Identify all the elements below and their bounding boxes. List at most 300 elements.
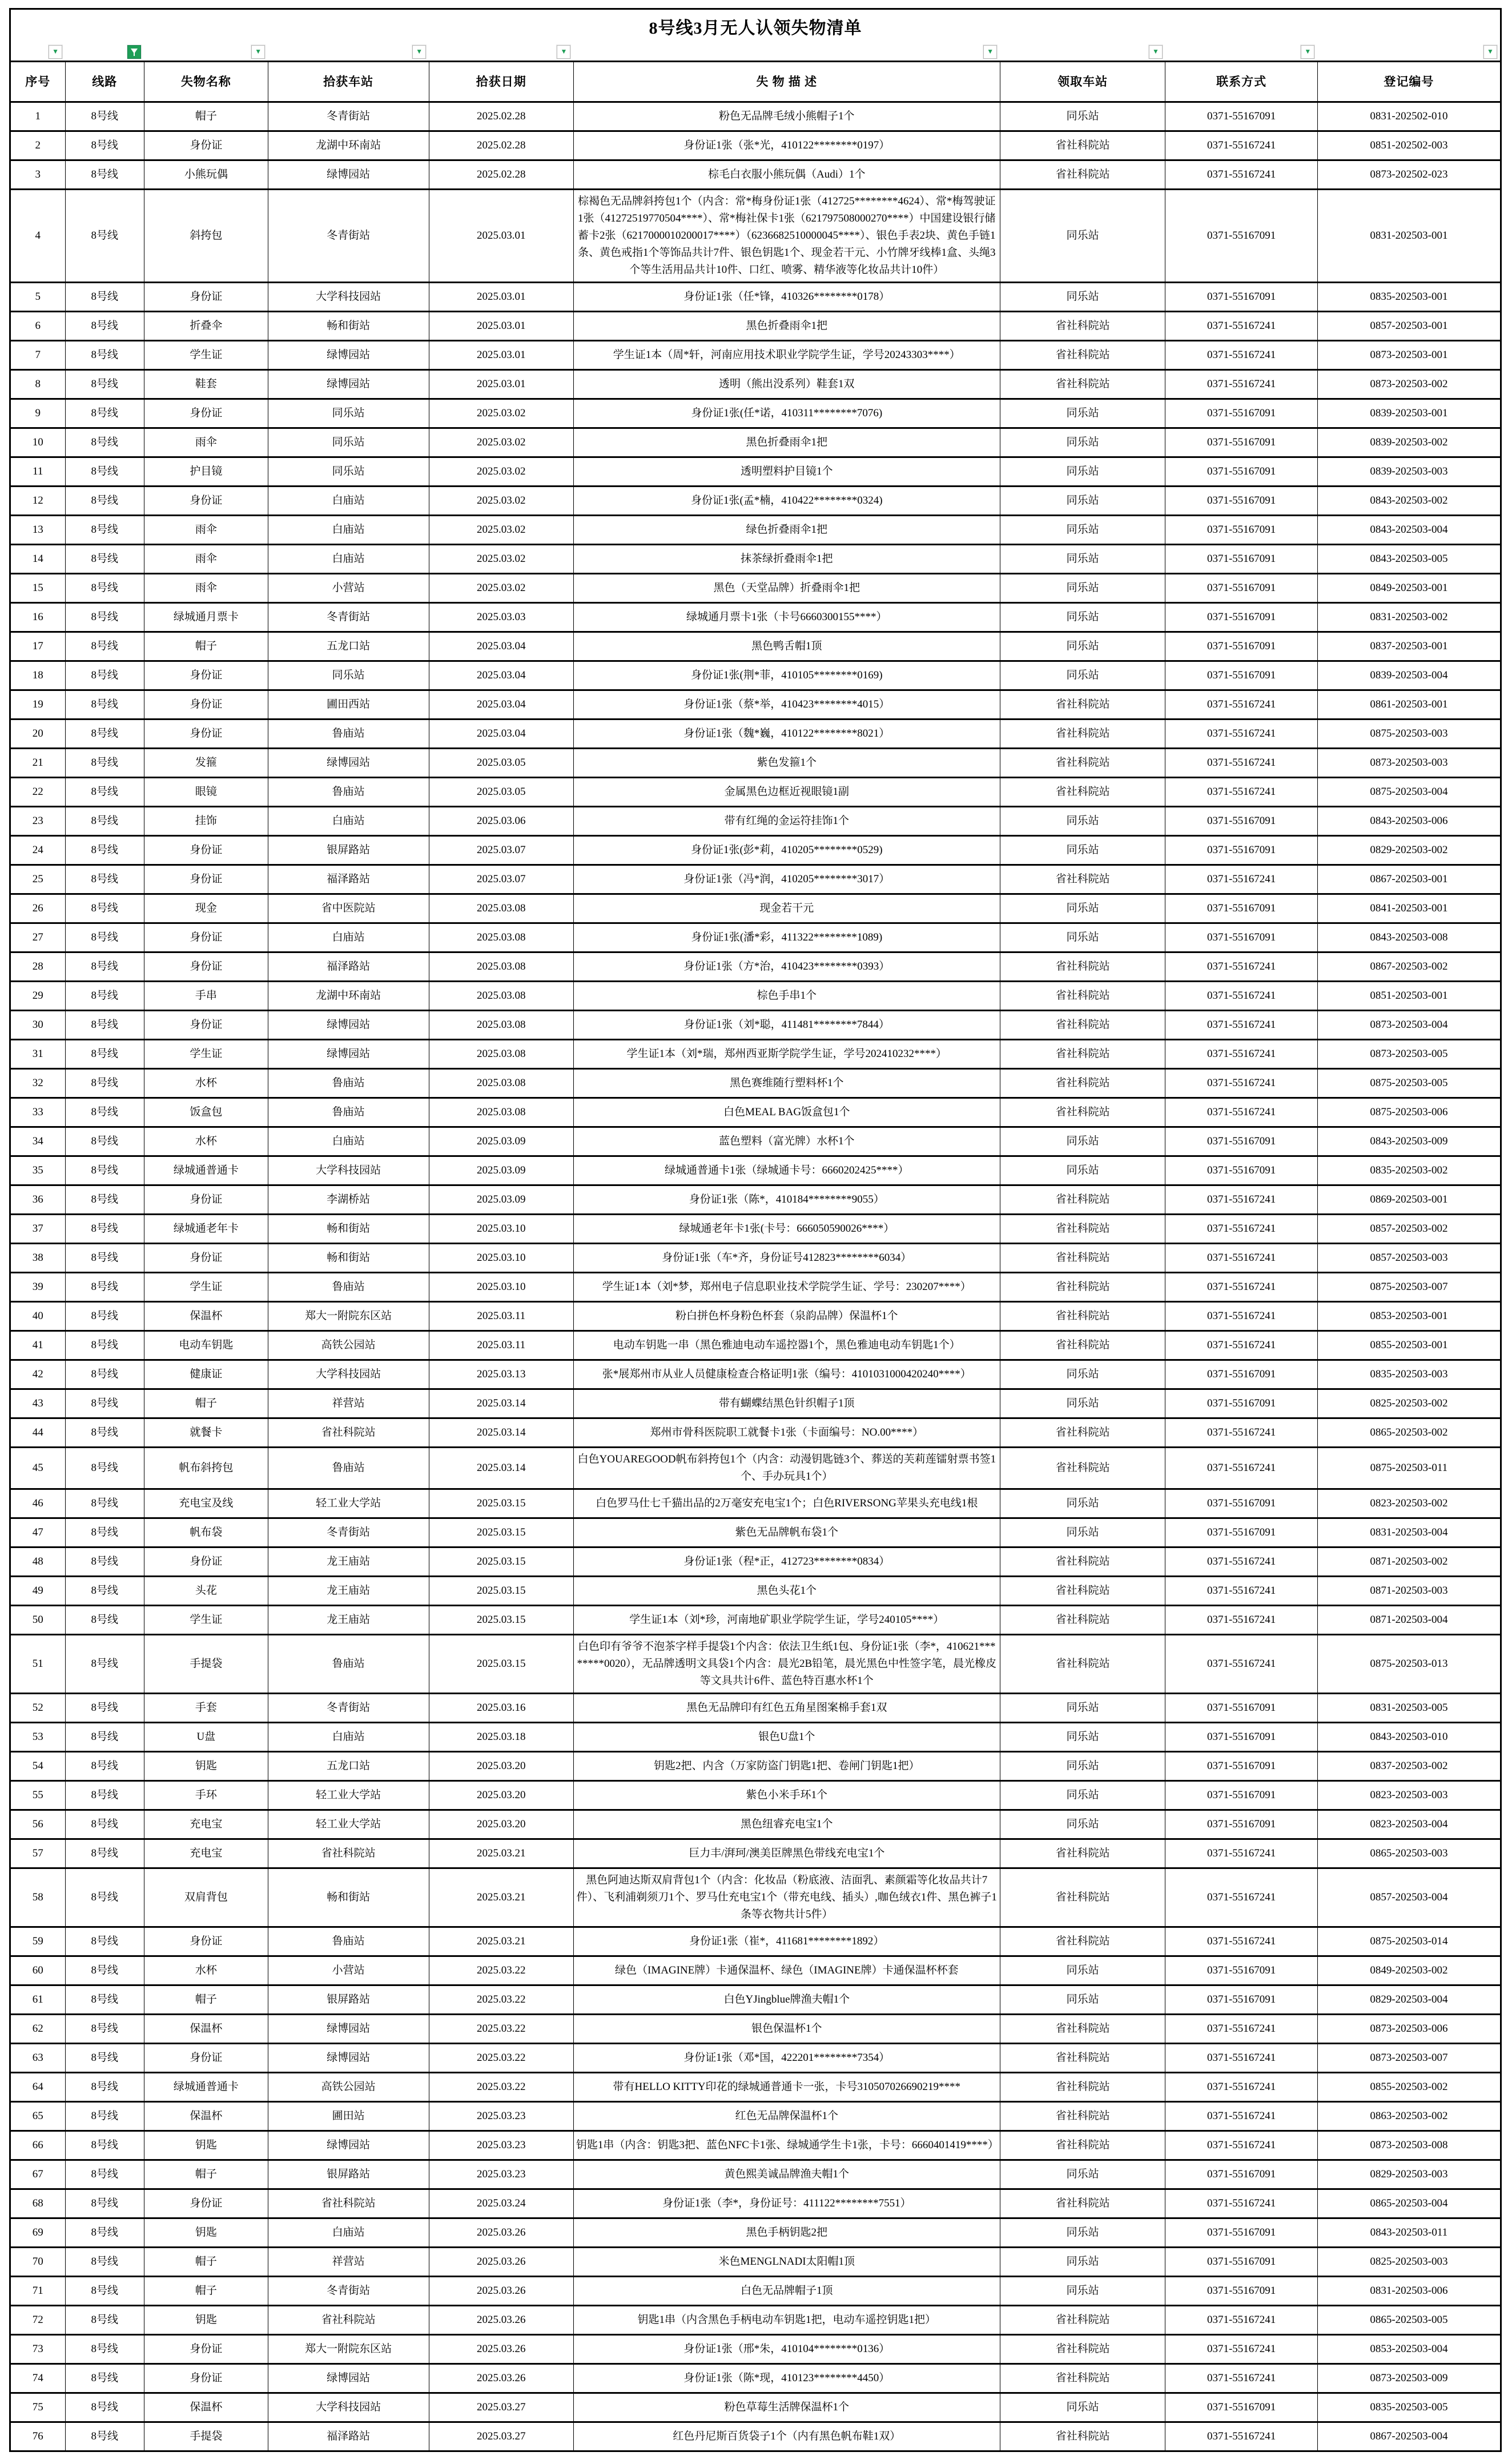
cell-line: 8号线	[65, 2102, 144, 2131]
cell-description: 电动车钥匙一串（黑色雅迪电动车遥控器1个，黑色雅迪电动车钥匙1个）	[573, 1331, 1000, 1360]
cell-pickup-station: 同乐站	[1000, 457, 1165, 487]
column-header-reg-no: 登记编号	[1317, 62, 1501, 102]
cell-seq: 39	[10, 1273, 66, 1302]
table-row	[10, 952, 1501, 982]
cell-line: 8号线	[65, 661, 144, 690]
table-row	[10, 982, 1501, 1011]
cell-found-date: 2025.03.09	[429, 1156, 573, 1185]
cell-item-name: 绿城通普通卡	[144, 1156, 268, 1185]
cell-line: 8号线	[65, 719, 144, 749]
cell-contact: 0371-55167241	[1165, 341, 1317, 370]
cell-found-date: 2025.03.21	[429, 1839, 573, 1868]
cell-item-name: 帽子	[144, 1985, 268, 2015]
filter-cell-pickup-station	[1000, 41, 1165, 62]
cell-item-name: 帽子	[144, 2160, 268, 2189]
cell-reg-no: 0837-202503-001	[1317, 632, 1501, 661]
table-row	[10, 1040, 1501, 1069]
cell-contact: 0371-55167091	[1165, 1389, 1317, 1418]
cell-description: 身份证1张(孟*楠，410422********0324)	[573, 487, 1000, 516]
cell-item-name: 挂饰	[144, 807, 268, 836]
cell-found-date: 2025.03.02	[429, 487, 573, 516]
cell-pickup-station: 省社科院站	[1000, 1448, 1165, 1489]
cell-item-name: 现金	[144, 894, 268, 923]
cell-line: 8号线	[65, 1547, 144, 1577]
filter-cell-reg-no	[1317, 41, 1501, 62]
cell-found-station: 冬青街站	[268, 1518, 429, 1547]
table-row	[10, 1547, 1501, 1577]
cell-contact: 0371-55167241	[1165, 2335, 1317, 2364]
cell-contact: 0371-55167241	[1165, 1868, 1317, 1927]
cell-contact: 0371-55167241	[1165, 1927, 1317, 1956]
cell-found-station: 大学科技园站	[268, 283, 429, 312]
cell-found-station: 白庙站	[268, 545, 429, 574]
cell-pickup-station: 省社科院站	[1000, 1635, 1165, 1694]
cell-contact: 0371-55167091	[1165, 283, 1317, 312]
cell-found-station: 白庙站	[268, 487, 429, 516]
active-filter-funnel-icon-line[interactable]	[127, 45, 141, 59]
cell-found-date: 2025.03.27	[429, 2422, 573, 2451]
cell-pickup-station: 省社科院站	[1000, 778, 1165, 807]
cell-seq: 68	[10, 2189, 66, 2218]
cell-found-station: 龙湖中环南站	[268, 131, 429, 160]
cell-found-station: 省中医院站	[268, 894, 429, 923]
cell-contact: 0371-55167091	[1165, 399, 1317, 428]
cell-reg-no: 0871-202503-003	[1317, 1577, 1501, 1606]
cell-reg-no: 0843-202503-004	[1317, 516, 1501, 545]
cell-found-date: 2025.03.02	[429, 457, 573, 487]
cell-line: 8号线	[65, 1868, 144, 1927]
cell-contact: 0371-55167241	[1165, 1448, 1317, 1489]
cell-reg-no: 0873-202502-023	[1317, 160, 1501, 190]
table-row	[10, 807, 1501, 836]
table-row	[10, 1752, 1501, 1781]
cell-contact: 0371-55167091	[1165, 1360, 1317, 1389]
cell-reg-no: 0843-202503-009	[1317, 1127, 1501, 1156]
cell-seq: 26	[10, 894, 66, 923]
cell-found-date: 2025.03.21	[429, 1868, 573, 1927]
cell-item-name: 身份证	[144, 1547, 268, 1577]
cell-found-date: 2025.03.14	[429, 1418, 573, 1448]
filter-cell-seq	[10, 41, 66, 62]
cell-seq: 9	[10, 399, 66, 428]
cell-reg-no: 0839-202503-002	[1317, 428, 1501, 457]
cell-line: 8号线	[65, 2189, 144, 2218]
cell-description: 棕毛白衣服小熊玩偶（Audi）1个	[573, 160, 1000, 190]
cell-found-date: 2025.03.04	[429, 719, 573, 749]
cell-item-name: 学生证	[144, 341, 268, 370]
cell-seq: 60	[10, 1956, 66, 1985]
filter-dropdown-icon-item-name[interactable]: ▼	[251, 45, 265, 59]
filter-cell-found-date	[429, 41, 573, 62]
cell-seq: 59	[10, 1927, 66, 1956]
cell-seq: 41	[10, 1331, 66, 1360]
cell-description: 身份证1张（张*光，410122********0197）	[573, 131, 1000, 160]
cell-description: 黑色折叠雨伞1把	[573, 428, 1000, 457]
cell-found-station: 绿博园站	[268, 160, 429, 190]
cell-item-name: 水杯	[144, 1956, 268, 1985]
cell-found-date: 2025.03.14	[429, 1448, 573, 1489]
cell-description: 身份证1张(荆*菲，410105********0169)	[573, 661, 1000, 690]
cell-line: 8号线	[65, 1302, 144, 1331]
cell-pickup-station: 同乐站	[1000, 1127, 1165, 1156]
cell-reg-no: 0873-202503-007	[1317, 2044, 1501, 2073]
cell-found-station: 白庙站	[268, 923, 429, 952]
cell-pickup-station: 同乐站	[1000, 661, 1165, 690]
table-row	[10, 1694, 1501, 1723]
cell-reg-no: 0865-202503-004	[1317, 2189, 1501, 2218]
cell-reg-no: 0825-202503-003	[1317, 2248, 1501, 2277]
cell-pickup-station: 省社科院站	[1000, 1011, 1165, 1040]
cell-line: 8号线	[65, 545, 144, 574]
cell-seq: 42	[10, 1360, 66, 1389]
cell-seq: 72	[10, 2306, 66, 2335]
cell-item-name: 小熊玩偶	[144, 160, 268, 190]
cell-line: 8号线	[65, 2218, 144, 2248]
cell-line: 8号线	[65, 1418, 144, 1448]
cell-item-name: 手提袋	[144, 1635, 268, 1694]
cell-description: 黑色鸭舌帽1顶	[573, 632, 1000, 661]
cell-found-date: 2025.03.02	[429, 574, 573, 603]
cell-pickup-station: 同乐站	[1000, 1489, 1165, 1518]
cell-pickup-station: 同乐站	[1000, 632, 1165, 661]
cell-line: 8号线	[65, 1781, 144, 1810]
cell-found-station: 绿博园站	[268, 1040, 429, 1069]
cell-line: 8号线	[65, 2248, 144, 2277]
cell-item-name: 身份证	[144, 836, 268, 865]
cell-found-station: 绿博园站	[268, 749, 429, 778]
table-row	[10, 2189, 1501, 2218]
table-row	[10, 2248, 1501, 2277]
cell-description: 红色丹尼斯百货袋子1个（内有黑色帆布鞋1双）	[573, 2422, 1000, 2451]
cell-found-station: 白庙站	[268, 1127, 429, 1156]
cell-seq: 33	[10, 1098, 66, 1127]
cell-contact: 0371-55167241	[1165, 1302, 1317, 1331]
cell-reg-no: 0835-202503-005	[1317, 2393, 1501, 2422]
cell-reg-no: 0829-202503-003	[1317, 2160, 1501, 2189]
cell-found-station: 冬青街站	[268, 2277, 429, 2306]
filter-dropdown-icon-pickup-station[interactable]: ▼	[1149, 45, 1163, 59]
cell-reg-no: 0831-202503-004	[1317, 1518, 1501, 1547]
cell-line: 8号线	[65, 778, 144, 807]
cell-found-date: 2025.03.15	[429, 1635, 573, 1694]
cell-found-station: 鲁庙站	[268, 1273, 429, 1302]
cell-reg-no: 0823-202503-003	[1317, 1781, 1501, 1810]
cell-line: 8号线	[65, 1448, 144, 1489]
cell-seq: 47	[10, 1518, 66, 1547]
cell-found-station: 小营站	[268, 574, 429, 603]
cell-found-date: 2025.02.28	[429, 102, 573, 131]
cell-item-name: 身份证	[144, 690, 268, 719]
filter-dropdown-icon-description[interactable]: ▼	[983, 45, 997, 59]
cell-found-date: 2025.03.16	[429, 1694, 573, 1723]
cell-item-name: 水杯	[144, 1127, 268, 1156]
table-row	[10, 1215, 1501, 1244]
cell-line: 8号线	[65, 1156, 144, 1185]
cell-contact: 0371-55167091	[1165, 807, 1317, 836]
cell-reg-no: 0843-202503-005	[1317, 545, 1501, 574]
cell-found-station: 祥营站	[268, 1389, 429, 1418]
cell-line: 8号线	[65, 690, 144, 719]
cell-contact: 0371-55167091	[1165, 2218, 1317, 2248]
cell-found-date: 2025.03.15	[429, 1547, 573, 1577]
cell-found-station: 白庙站	[268, 2218, 429, 2248]
cell-description: 黑色手柄钥匙2把	[573, 2218, 1000, 2248]
cell-contact: 0371-55167241	[1165, 1839, 1317, 1868]
cell-reg-no: 0861-202503-001	[1317, 690, 1501, 719]
cell-contact: 0371-55167241	[1165, 1011, 1317, 1040]
cell-seq: 17	[10, 632, 66, 661]
cell-item-name: 双肩背包	[144, 1868, 268, 1927]
cell-line: 8号线	[65, 2393, 144, 2422]
cell-found-date: 2025.03.10	[429, 1215, 573, 1244]
cell-seq: 45	[10, 1448, 66, 1489]
cell-description: 身份证1张（邓*国，422201********7354）	[573, 2044, 1000, 2073]
cell-contact: 0371-55167241	[1165, 2364, 1317, 2393]
table-row	[10, 1098, 1501, 1127]
cell-description: 身份证1张(潘*彩，411322********1089)	[573, 923, 1000, 952]
cell-pickup-station: 省社科院站	[1000, 1868, 1165, 1927]
cell-description: 透明塑料护目镜1个	[573, 457, 1000, 487]
cell-found-date: 2025.03.22	[429, 1985, 573, 2015]
cell-pickup-station: 省社科院站	[1000, 1331, 1165, 1360]
cell-seq: 21	[10, 749, 66, 778]
cell-description: 黑色阿迪达斯双肩背包1个（内含：化妆品（粉底液、洁面乳、素颜霜等化妆品共计7件）、飞利浦剃须刀1个、罗马仕充电宝1个（带充电线、插头）,咖色绒衣1件、黑色裤子1条等衣物共计5件）	[573, 1868, 1000, 1927]
cell-pickup-station: 同乐站	[1000, 1781, 1165, 1810]
table-row	[10, 1156, 1501, 1185]
cell-found-station: 畅和街站	[268, 1244, 429, 1273]
cell-seq: 19	[10, 690, 66, 719]
cell-description: 白色YJingblue牌渔夫帽1个	[573, 1985, 1000, 2015]
cell-description: 身份证1张（方*治，410423********0393）	[573, 952, 1000, 982]
cell-line: 8号线	[65, 2160, 144, 2189]
table-row	[10, 1448, 1501, 1489]
cell-seq: 51	[10, 1635, 66, 1694]
cell-seq: 34	[10, 1127, 66, 1156]
title-row	[10, 9, 1501, 41]
lost-items-table	[9, 8, 1502, 2452]
cell-contact: 0371-55167241	[1165, 2422, 1317, 2451]
cell-pickup-station: 省社科院站	[1000, 982, 1165, 1011]
cell-contact: 0371-55167241	[1165, 1547, 1317, 1577]
cell-pickup-station: 同乐站	[1000, 399, 1165, 428]
cell-description: 绿色折叠雨伞1把	[573, 516, 1000, 545]
cell-contact: 0371-55167091	[1165, 1781, 1317, 1810]
cell-found-station: 绿博园站	[268, 2015, 429, 2044]
filter-dropdown-icon-contact[interactable]: ▼	[1301, 45, 1314, 59]
cell-reg-no: 0865-202503-002	[1317, 1418, 1501, 1448]
table-row	[10, 1518, 1501, 1547]
cell-found-date: 2025.03.09	[429, 1185, 573, 1215]
cell-description: 身份证1张（任*锋，410326********0178）	[573, 283, 1000, 312]
cell-reg-no: 0865-202503-005	[1317, 2306, 1501, 2335]
cell-description: 绿城通普通卡1张（绿城通卡号：6660202425****）	[573, 1156, 1000, 1185]
cell-item-name: 帽子	[144, 2277, 268, 2306]
cell-contact: 0371-55167241	[1165, 982, 1317, 1011]
cell-description: 透明（熊出没系列）鞋套1双	[573, 370, 1000, 399]
cell-found-date: 2025.02.28	[429, 160, 573, 190]
cell-seq: 71	[10, 2277, 66, 2306]
cell-found-station: 省社科院站	[268, 1418, 429, 1448]
cell-seq: 74	[10, 2364, 66, 2393]
cell-found-station: 高铁公园站	[268, 1331, 429, 1360]
cell-contact: 0371-55167091	[1165, 457, 1317, 487]
cell-seq: 48	[10, 1547, 66, 1577]
cell-description: 身份证1张（程*正，412723********0834）	[573, 1547, 1000, 1577]
cell-line: 8号线	[65, 1927, 144, 1956]
cell-pickup-station: 省社科院站	[1000, 1040, 1165, 1069]
cell-seq: 12	[10, 487, 66, 516]
table-row	[10, 719, 1501, 749]
cell-description: 红色无品牌保温杯1个	[573, 2102, 1000, 2131]
cell-found-station: 冬青街站	[268, 1694, 429, 1723]
cell-found-station: 轻工业大学站	[268, 1810, 429, 1839]
cell-pickup-station: 同乐站	[1000, 1694, 1165, 1723]
cell-found-station: 鲁庙站	[268, 1635, 429, 1694]
cell-pickup-station: 同乐站	[1000, 545, 1165, 574]
cell-item-name: 身份证	[144, 2335, 268, 2364]
table-row	[10, 1606, 1501, 1635]
cell-description: 学生证1本（刘*珍，河南地矿职业学院学生证，学号240105****）	[573, 1606, 1000, 1635]
table-row	[10, 2306, 1501, 2335]
cell-pickup-station: 同乐站	[1000, 836, 1165, 865]
cell-contact: 0371-55167241	[1165, 1069, 1317, 1098]
cell-found-date: 2025.03.26	[429, 2364, 573, 2393]
cell-line: 8号线	[65, 283, 144, 312]
cell-contact: 0371-55167091	[1165, 1723, 1317, 1752]
cell-seq: 43	[10, 1389, 66, 1418]
cell-pickup-station: 同乐站	[1000, 1723, 1165, 1752]
cell-seq: 25	[10, 865, 66, 894]
filter-dropdown-icon-reg-no[interactable]: ▼	[1483, 45, 1497, 59]
cell-reg-no: 0875-202503-004	[1317, 778, 1501, 807]
table-row	[10, 2015, 1501, 2044]
cell-item-name: 充电宝	[144, 1810, 268, 1839]
cell-item-name: 头花	[144, 1577, 268, 1606]
cell-description: 学生证1本（刘*瑞，郑州西亚斯学院学生证，学号202410232****）	[573, 1040, 1000, 1069]
cell-line: 8号线	[65, 428, 144, 457]
cell-found-station: 龙王庙站	[268, 1547, 429, 1577]
cell-item-name: 手环	[144, 1781, 268, 1810]
filter-cell-item-name	[144, 41, 268, 62]
cell-reg-no: 0857-202503-004	[1317, 1868, 1501, 1927]
cell-line: 8号线	[65, 1694, 144, 1723]
cell-found-station: 郑大一附院东区站	[268, 2335, 429, 2364]
cell-item-name: 充电宝	[144, 1839, 268, 1868]
cell-pickup-station: 省社科院站	[1000, 719, 1165, 749]
cell-seq: 44	[10, 1418, 66, 1448]
cell-seq: 54	[10, 1752, 66, 1781]
cell-description: 钥匙2把、内含（万家防盗门钥匙1把、卷闸门钥匙1把）	[573, 1752, 1000, 1781]
cell-seq: 30	[10, 1011, 66, 1040]
cell-contact: 0371-55167091	[1165, 1489, 1317, 1518]
filter-dropdown-icon-found-date[interactable]: ▼	[557, 45, 570, 59]
cell-reg-no: 0873-202503-005	[1317, 1040, 1501, 1069]
cell-item-name: 绿城通普通卡	[144, 2073, 268, 2102]
column-header-row	[10, 62, 1501, 102]
cell-found-station: 福泽路站	[268, 2422, 429, 2451]
column-header-description: 失 物 描 述	[573, 62, 1000, 102]
cell-line: 8号线	[65, 1518, 144, 1547]
filter-dropdown-icon-found-station[interactable]: ▼	[412, 45, 426, 59]
cell-found-date: 2025.03.20	[429, 1781, 573, 1810]
cell-pickup-station: 同乐站	[1000, 1956, 1165, 1985]
cell-description: 白色YOUAREGOOD帆布斜挎包1个（内含：动漫钥匙链3个、葬送的芙莉莲镭射票书签1个、手办玩具1个）	[573, 1448, 1000, 1489]
cell-seq: 65	[10, 2102, 66, 2131]
autofilter-row	[10, 41, 1501, 62]
cell-seq: 23	[10, 807, 66, 836]
cell-found-date: 2025.03.01	[429, 341, 573, 370]
cell-description: 身份证1张（李*，身份证号：411122********7551）	[573, 2189, 1000, 2218]
cell-found-station: 同乐站	[268, 661, 429, 690]
cell-pickup-station: 同乐站	[1000, 603, 1165, 632]
cell-pickup-station: 同乐站	[1000, 487, 1165, 516]
cell-found-date: 2025.03.14	[429, 1389, 573, 1418]
cell-contact: 0371-55167241	[1165, 749, 1317, 778]
cell-seq: 46	[10, 1489, 66, 1518]
cell-item-name: 健康证	[144, 1360, 268, 1389]
cell-reg-no: 0841-202503-001	[1317, 894, 1501, 923]
cell-reg-no: 0875-202503-005	[1317, 1069, 1501, 1098]
cell-line: 8号线	[65, 1810, 144, 1839]
cell-line: 8号线	[65, 1215, 144, 1244]
cell-pickup-station: 省社科院站	[1000, 2131, 1165, 2160]
cell-pickup-station: 同乐站	[1000, 923, 1165, 952]
column-header-contact: 联系方式	[1165, 62, 1317, 102]
cell-description: 棕褐色无品牌斜挎包1个（内含：常*梅身份证1张（412725********4624）、常*梅驾驶证1张（41272519770504****）、常*梅社保卡1张（621797508000270****）中国建设银行储蓄卡2张（6217000010200017****）（6236682510000045****）、银色手表2块、黄色手链1条、黄色戒指1个等饰品共计7件、银色钥匙1个、现金若干元、小竹牌牙线棒1盒、头绳3个等生活用品共计10件、口红、喷雾、精华液等化妆品共计10件）	[573, 190, 1000, 283]
cell-contact: 0371-55167091	[1165, 923, 1317, 952]
cell-seq: 63	[10, 2044, 66, 2073]
cell-seq: 18	[10, 661, 66, 690]
cell-item-name: 雨伞	[144, 428, 268, 457]
cell-item-name: 身份证	[144, 399, 268, 428]
cell-item-name: 保温杯	[144, 1302, 268, 1331]
cell-line: 8号线	[65, 749, 144, 778]
cell-item-name: 钥匙	[144, 2306, 268, 2335]
table-row	[10, 2364, 1501, 2393]
cell-contact: 0371-55167241	[1165, 952, 1317, 982]
cell-found-station: 绿博园站	[268, 2364, 429, 2393]
cell-pickup-station: 省社科院站	[1000, 2189, 1165, 2218]
cell-item-name: 钥匙	[144, 2131, 268, 2160]
cell-reg-no: 0875-202503-014	[1317, 1927, 1501, 1956]
cell-seq: 38	[10, 1244, 66, 1273]
cell-seq: 67	[10, 2160, 66, 2189]
table-row	[10, 399, 1501, 428]
cell-line: 8号线	[65, 574, 144, 603]
filter-dropdown-icon-seq[interactable]: ▼	[49, 45, 62, 59]
cell-found-date: 2025.03.26	[429, 2277, 573, 2306]
cell-seq: 2	[10, 131, 66, 160]
cell-found-date: 2025.03.10	[429, 1273, 573, 1302]
cell-reg-no: 0843-202503-006	[1317, 807, 1501, 836]
cell-pickup-station: 省社科院站	[1000, 2364, 1165, 2393]
cell-description: 身份证1张（邢*朱，410104********0136）	[573, 2335, 1000, 2364]
cell-seq: 62	[10, 2015, 66, 2044]
cell-found-date: 2025.03.08	[429, 982, 573, 1011]
cell-contact: 0371-55167091	[1165, 1518, 1317, 1547]
table-row	[10, 283, 1501, 312]
cell-pickup-station: 省社科院站	[1000, 2044, 1165, 2073]
cell-pickup-station: 省社科院站	[1000, 2015, 1165, 2044]
cell-pickup-station: 同乐站	[1000, 894, 1165, 923]
cell-found-station: 冬青街站	[268, 190, 429, 283]
cell-reg-no: 0865-202503-003	[1317, 1839, 1501, 1868]
cell-contact: 0371-55167091	[1165, 2160, 1317, 2189]
cell-line: 8号线	[65, 1098, 144, 1127]
cell-description: 张*展郑州市从业人员健康检查合格证明1张（编号：4101031000420240****）	[573, 1360, 1000, 1389]
cell-contact: 0371-55167091	[1165, 1810, 1317, 1839]
cell-pickup-station: 省社科院站	[1000, 952, 1165, 982]
